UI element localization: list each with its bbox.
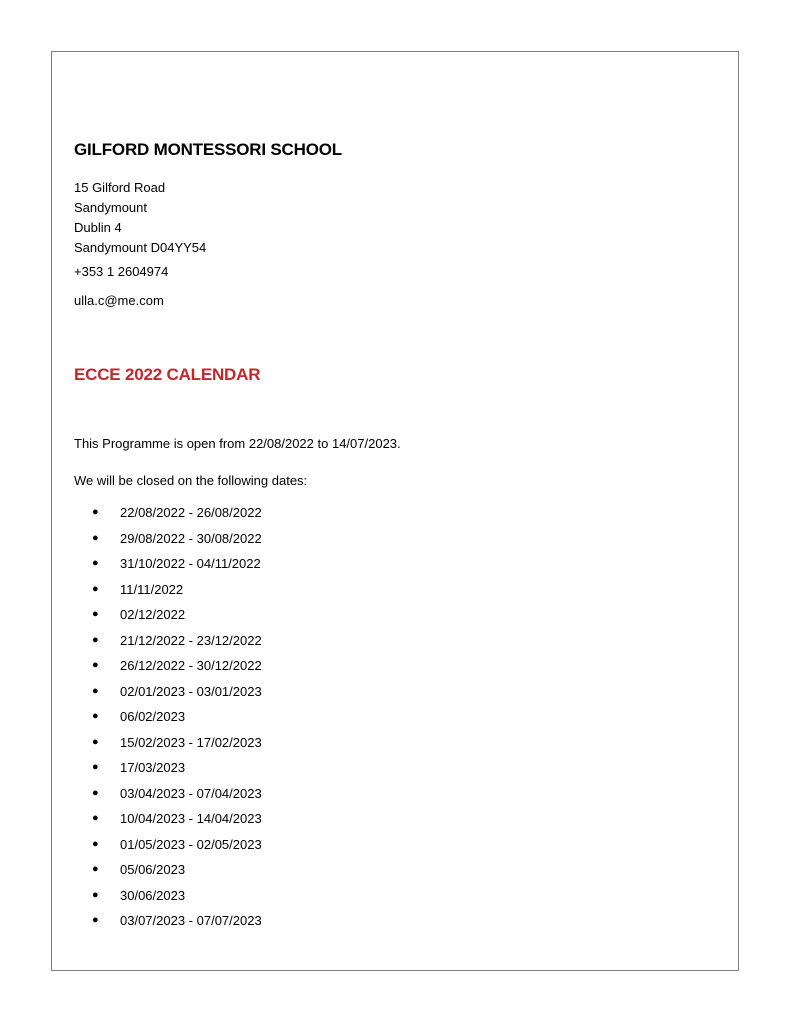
closed-date-text: 17/03/2023 xyxy=(120,760,186,775)
closed-date-item xyxy=(92,606,262,632)
closed-date-item xyxy=(92,504,262,530)
closed-dates-list xyxy=(92,504,262,938)
closed-date-text: 06/02/2023 xyxy=(120,709,186,724)
closed-date-item xyxy=(92,632,262,658)
bullet-icon: ● xyxy=(92,684,99,697)
closed-date-item xyxy=(92,708,262,734)
closed-date-text: 22/08/2022 - 26/08/2022 xyxy=(120,505,262,520)
closed-date-item xyxy=(92,836,262,862)
closed-date-item xyxy=(92,785,262,811)
bullet-icon: ● xyxy=(92,506,99,518)
closed-date-item xyxy=(92,912,262,938)
bullet-icon: ● xyxy=(92,761,99,773)
closed-date-text: 11/11/2022 xyxy=(120,581,184,597)
school-name: GILFORD MONTESSORI SCHOOL xyxy=(74,140,342,159)
closed-date-item xyxy=(92,810,262,836)
bullet-icon: ● xyxy=(92,582,99,595)
bullet-icon: ● xyxy=(92,608,99,620)
closed-date-text: 31/10/2022 - 04/11/2022 xyxy=(120,556,261,571)
closed-date-item xyxy=(92,734,262,760)
programme-intro: This Programme is open from 22/08/2022 to 14/07/2023. xyxy=(74,436,401,451)
bullet-icon: ● xyxy=(92,557,99,569)
bullet-icon: ● xyxy=(92,710,99,722)
address-line: Dublin 4 xyxy=(74,220,122,235)
bullet-icon: ● xyxy=(92,633,99,646)
closed-date-item xyxy=(92,759,262,785)
bullet-icon: ● xyxy=(92,837,99,850)
bullet-icon: ● xyxy=(92,914,99,926)
closed-date-text: 10/04/2023 - 14/04/2023 xyxy=(120,811,262,826)
closed-date-text: 26/12/2022 - 30/12/2022 xyxy=(120,658,262,673)
closed-date-text: 30/06/2023 xyxy=(120,887,186,903)
bullet-icon: ● xyxy=(92,735,99,748)
closed-date-item xyxy=(92,581,262,607)
closed-dates-heading: We will be closed on the following dates: xyxy=(74,473,308,488)
closed-date-text: 01/05/2023 - 02/05/2023 xyxy=(120,836,262,852)
closed-date-item xyxy=(92,887,262,913)
address-line: Sandymount xyxy=(74,200,147,215)
closed-date-text: 21/12/2022 - 23/12/2022 xyxy=(120,632,262,648)
bullet-icon: ● xyxy=(92,659,99,671)
bullet-icon: ● xyxy=(92,531,99,544)
document-page xyxy=(51,51,739,971)
school-address xyxy=(74,178,206,258)
bullet-icon: ● xyxy=(92,812,99,824)
closed-date-item xyxy=(92,555,262,581)
closed-date-text: 15/02/2023 - 17/02/2023 xyxy=(120,734,262,750)
school-phone: +353 1 2604974 xyxy=(74,264,169,279)
address-line: 15 Gilford Road xyxy=(74,180,166,195)
closed-date-item xyxy=(92,683,262,709)
closed-date-text: 02/01/2023 - 03/01/2023 xyxy=(120,683,262,699)
bullet-icon: ● xyxy=(92,863,99,875)
closed-date-item xyxy=(92,530,262,556)
closed-date-item xyxy=(92,861,262,887)
bullet-icon: ● xyxy=(92,888,99,901)
closed-date-text: 02/12/2022 xyxy=(120,607,186,622)
closed-date-text: 05/06/2023 xyxy=(120,862,186,877)
closed-date-item xyxy=(92,657,262,683)
bullet-icon: ● xyxy=(92,786,99,799)
closed-date-text: 29/08/2022 - 30/08/2022 xyxy=(120,530,262,546)
closed-date-text: 03/07/2023 - 07/07/2023 xyxy=(120,913,262,928)
address-line: Sandymount D04YY54 xyxy=(74,240,207,255)
closed-date-text: 03/04/2023 - 07/04/2023 xyxy=(120,785,262,801)
school-email: ulla.c@me.com xyxy=(74,293,164,308)
calendar-title: ECCE 2022 CALENDAR xyxy=(74,365,261,384)
